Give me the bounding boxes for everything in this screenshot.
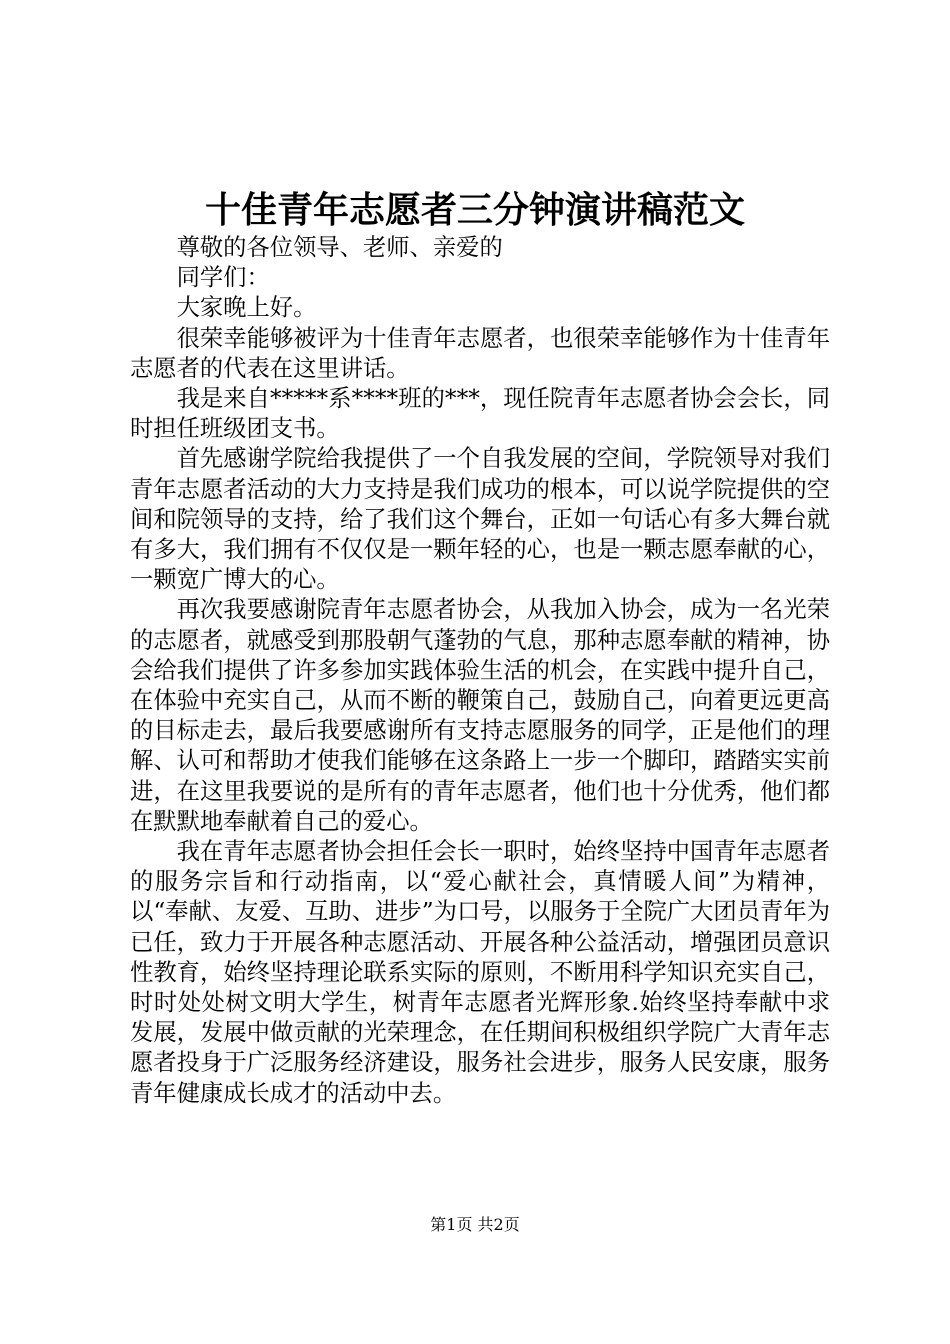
paragraph-president-role: 我在青年志愿者协会担任会长一职时，始终坚持中国青年志愿者的服务宗旨和行动指南，以“爱心献社会，真情暖人间”为精神，以“奉献、友爱、互助、进步”为口号，以服务于全院广大团员青年为已任，致力于开展各种志愿活动、开展各种公益活动，增强团员意识性教育，始终坚持理论联系实际的原则，不断用科学知识充实自己，时时处处树文明大学生，树青年志愿者光辉形象.始终坚持奉献中求发展，发展中做贡献的光荣理念，在任期间积极组织学院广大青年志愿者投身于广泛服务经济建设，服务社会进步，服务人民安康，服务青年健康成长成才的活动中去。 — [130, 838, 830, 1107]
paragraph-salutation-cont: 同学们： — [176, 264, 270, 292]
paragraph-honor: 很荣幸能够被评为十佳青年志愿者，也很荣幸能够作为十佳青年志愿者的代表在这里讲话。 — [130, 324, 830, 382]
paragraph-greeting: 大家晚上好。 — [176, 294, 317, 322]
paragraph-salutation: 尊敬的各位领导、老师、亲爱的 — [176, 234, 503, 261]
page-title: 十佳青年志愿者三分钟演讲稿范文 — [204, 189, 745, 231]
paragraph-thanks-college: 首先感谢学院给我提供了一个自我发展的空间，学院领导对我们青年志愿者活动的大力支持是我们成功的根本，可以说学院提供的空间和院领导的支持，给了我们这个舞台，正如一句话心有多大舞台就有多大，我们拥有不仅仅是一颗年轻的心，也是一颗志愿奉献的心，一颗宽广博大的心。 — [130, 445, 830, 594]
page-number-footer: 第1页 共2页 — [430, 1215, 520, 1234]
paragraph-introduction: 我是来自*****系****班的***，现任院青年志愿者协会会长，同时担任班级团支书。 — [130, 385, 830, 443]
document-body — [130, 233, 830, 1109]
paragraph-thanks-association: 再次我要感谢院青年志愿者协会，从我加入协会，成为一名光荣的志愿者，就感受到那股朝气蓬勃的气息，那种志愿奉献的精神，协会给我们提供了许多参加实践体验生活的机会，在实践中提升自己，在体验中充实自己，从而不断的鞭策自己，鼓励自己，向着更远更高的目标走去，最后我要感谢所有支持志愿服务的同学，正是他们的理解、认可和帮助才使我们能够在这条路上一步一个脚印，踏踏实实前进，在这里我要说的是所有的青年志愿者，他们也十分优秀，他们都在默默地奉献着自己的爱心。 — [130, 596, 830, 835]
